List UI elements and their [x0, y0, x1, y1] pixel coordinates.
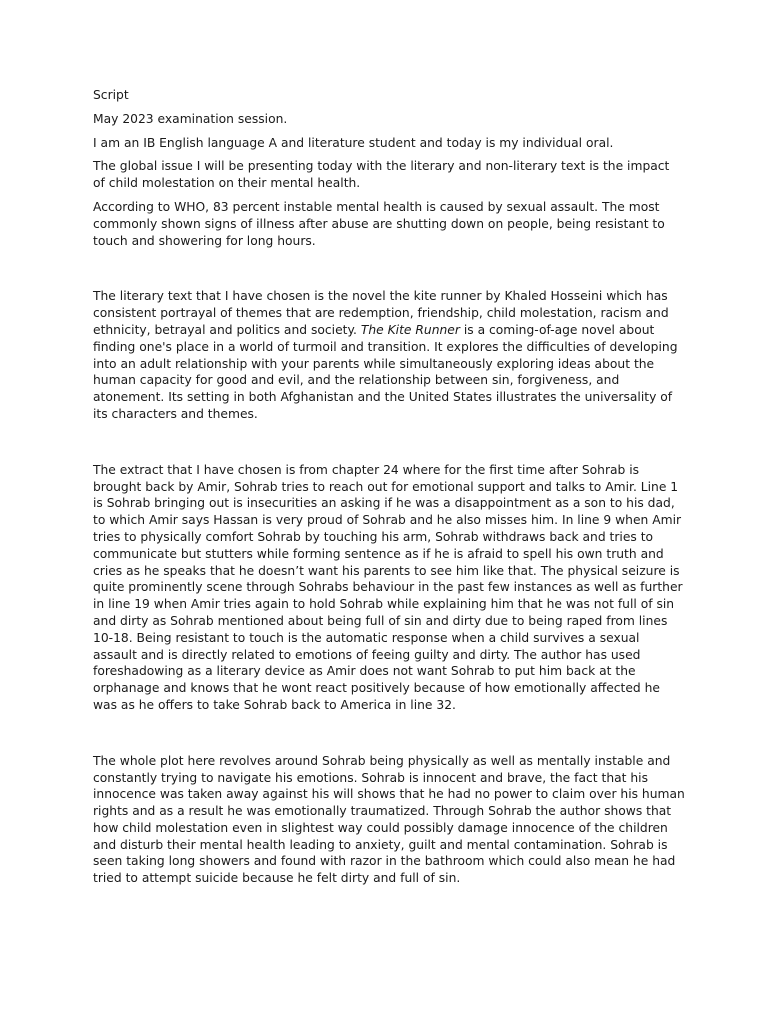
literary-text-paragraph	[93, 288, 685, 422]
document-body	[93, 87, 685, 894]
paragraph-gap	[93, 721, 685, 753]
literary-text-description: is a coming-of-age novel about finding one's place in a world of turmoil and transition. It explores the difficulties of developing into an adult relationship with your parents while simultaneously exploring ideas about the human capacity for good and evil, and the relationship between sin, forgiveness, and atonement. Its setting in both Afghanistan and the United States illustrates the universality of its characters and themes.	[93, 322, 678, 421]
global-issue-paragraph: The global issue I will be presenting today with the literary and non-literary text is the impact of child molestation on their mental health.	[93, 159, 670, 191]
intro-paragraph: I am an IB English language A and literature student and today is my individual oral.	[93, 135, 614, 150]
script-heading: Script	[93, 88, 129, 102]
plot-paragraph: The whole plot here revolves around Sohrab being physically as well as mentally instable and constantly trying to navigate his emotions. Sohrab is innocent and brave, the fact that his innocence was taken away against his will shows that he had no power to claim over his human rights and as a result he was emotionally traumatized. Through Sohrab the author shows that how child molestation even in slightest way could possibly damage innocence of the children and disturb their mental health leading to anxiety, guilt and mental contamination. Sohrab is seen taking long showers and found with razor in the bathroom which could also mean he had tried to attempt suicide because he felt dirty and full of sin.	[93, 753, 685, 886]
paragraph-gap	[93, 430, 685, 462]
literary-text-intro: The literary text that I have chosen is the novel the kite runner by Khaled Hosseini which has consistent portrayal of themes that are redemption, friendship, child molestation, racism and ethnicity, betrayal and politics and society.	[93, 289, 669, 337]
extract-paragraph: The extract that I have chosen is from chapter 24 where for the first time after Sohrab is brought back by Amir, Sohrab tries to reach out for emotional support and talks to Amir. Line 1 is Sohrab bringing out is insecurities an asking if he was a disappointment as a son to his dad, to which Amir says Hassan is very proud of Sohrab and he also misses him. In line 9 when Amir tries to physically comfort Sohrab by touching his arm, Sohrab withdraws back and tries to communicate but stutters while forming sentence as if he is afraid to spell his own truth and cries as he speaks that he doesn’t want his parents to see him like that. The physical seizure is quite prominently scene through Sohrabs behaviour in the past few instances as well as further in line 19 when Amir tries again to hold Sohrab while explaining him that he was not full of sin and dirty as Sohrab mentioned about being full of sin and dirty due to being raped from lines 10-18. Being resistant to touch is the automatic response when a child survives a sexual assault and is directly related to emotions of feeing guilty and dirty. The author has used foreshadowing as a literary device as Amir does not want Sohrab to put him back at the orphanage and knows that he wont react positively because of how emotionally affected he was as he offers to take Sohrab back to America in line 32.	[93, 462, 683, 712]
session-line: May 2023 examination session.	[93, 111, 288, 126]
paragraph-gap	[93, 256, 685, 288]
who-statistic-paragraph: According to WHO, 83 percent instable mental health is caused by sexual assault. The most commonly shown signs of illness after abuse are shutting down on people, being resistant to touch and showering for long hours.	[93, 199, 665, 248]
novel-title: The Kite Runner	[360, 322, 460, 337]
